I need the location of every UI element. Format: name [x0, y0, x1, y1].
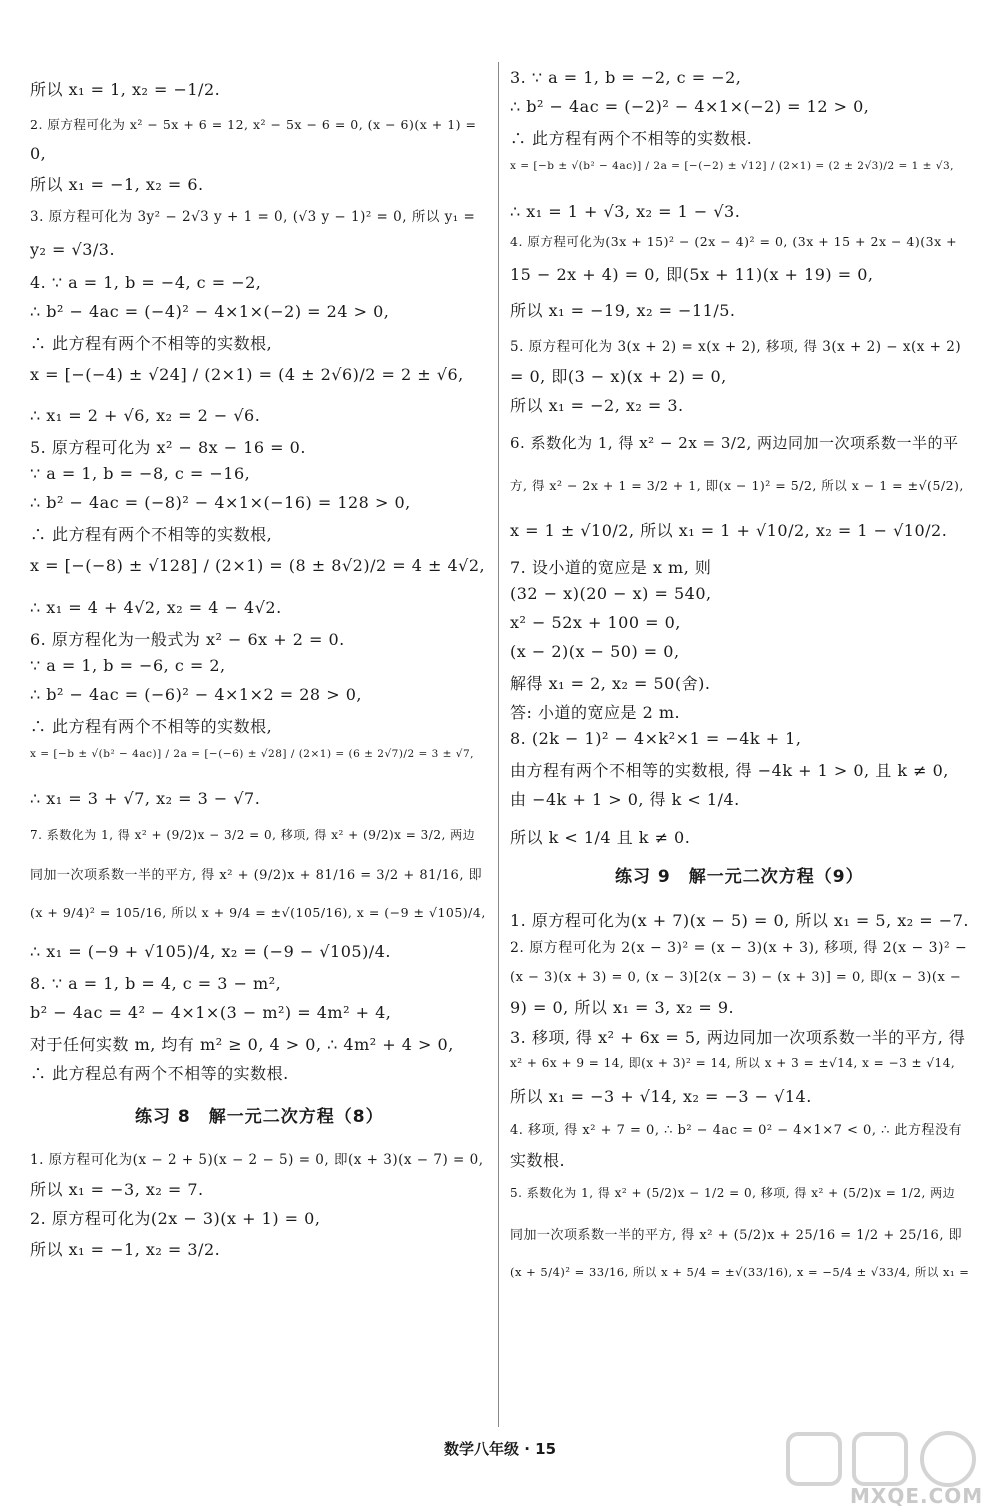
solution-line: 5. 原方程可化为 3(x + 2) = x(x + 2), 移项, 得 3(x + 2) − x(x + 2): [510, 339, 962, 355]
solution-line: 4. 移项, 得 x² + 7 = 0, ∴ b² − 4ac = 0² − 4×1×7 < 0, ∴ 此方程没有: [510, 1123, 962, 1138]
solution-line: 0,: [30, 144, 47, 163]
solution-line: 2. 原方程可化为 x² − 5x + 6 = 12, x² − 5x − 6 = 0, (x − 6)(x + 1) =: [30, 117, 477, 132]
solution-line: 5. 系数化为 1, 得 x² + (5/2)x − 1/2 = 0, 移项, 得 x² + (5/2)x = 1/2, 两边: [510, 1186, 956, 1200]
solution-line: ∴ x₁ = (−9 + √105)/4, x₂ = (−9 − √105)/4.: [30, 942, 391, 961]
solution-line: 由方程有两个不相等的实数根, 得 −4k + 1 > 0, 且 k ≠ 0,: [510, 761, 949, 780]
solution-line: x = [−(−4) ± √24] / (2×1) = (4 ± 2√6)/2 = 2 ± √6,: [30, 365, 464, 384]
solution-line: ∴ b² − 4ac = (−4)² − 4×1×(−2) = 24 > 0,: [30, 302, 390, 321]
section-heading: 练习 8 解一元二次方程（8）: [135, 1107, 384, 1127]
solution-line: ∵ a = 1, b = −8, c = −16,: [30, 464, 251, 483]
solution-line: 6. 系数化为 1, 得 x² − 2x = 3/2, 两边同加一次项系数一半的平: [510, 434, 959, 452]
solution-line: 9) = 0, 所以 x₁ = 3, x₂ = 9.: [510, 998, 735, 1017]
solution-line: x = [−(−8) ± √128] / (2×1) = (8 ± 8√2)/2 = 4 ± 4√2,: [30, 556, 486, 575]
solution-line: 同加一次项系数一半的平方, 得 x² + (5/2)x + 25/16 = 1/2 + 25/16, 即: [510, 1228, 963, 1243]
solution-line: (x + 9/4)² = 105/16, 所以 x + 9/4 = ±√(105/16), x = (−9 ± √105)/4,: [30, 905, 486, 920]
solution-line: ∴ 此方程有两个不相等的实数根,: [30, 334, 273, 353]
solution-line: 由 −4k + 1 > 0, 得 k < 1/4.: [510, 790, 740, 809]
solution-line: ∴ 此方程总有两个不相等的实数根.: [30, 1064, 289, 1083]
solution-line: 1. 原方程可化为(x − 2 + 5)(x − 2 − 5) = 0, 即(x + 3)(x − 7) = 0,: [30, 1152, 484, 1168]
solution-line: 2. 原方程可化为 2(x − 3)² = (x − 3)(x + 3), 移项, 得 2(x − 3)² −: [510, 940, 968, 956]
solution-line: (x − 2)(x − 50) = 0,: [510, 642, 680, 661]
solution-line: 3. ∵ a = 1, b = −2, c = −2,: [510, 68, 742, 87]
solution-line: ∴ b² − 4ac = (−8)² − 4×1×(−16) = 128 > 0,: [30, 493, 411, 512]
solution-line: 4. ∵ a = 1, b = −4, c = −2,: [30, 273, 262, 292]
solution-line: ∴ b² − 4ac = (−6)² − 4×1×2 = 28 > 0,: [30, 685, 362, 704]
section-heading: 练习 9 解一元二次方程（9）: [615, 867, 864, 887]
solution-line: ∴ x₁ = 4 + 4√2, x₂ = 4 − 4√2.: [30, 598, 282, 617]
solution-line: ∴ x₁ = 1 + √3, x₂ = 1 − √3.: [510, 202, 741, 221]
solution-line: ∴ 此方程有两个不相等的实数根.: [510, 129, 753, 148]
watermark-text: MXQE.COM: [850, 1484, 984, 1508]
page-footer: 数学八年级 · 15: [443, 1440, 557, 1458]
solution-line: = 0, 即(3 − x)(x + 2) = 0,: [510, 367, 727, 386]
solution-line: 7. 系数化为 1, 得 x² + (9/2)x − 3/2 = 0, 移项, 得 x² + (9/2)x = 3/2, 两边: [30, 828, 476, 842]
solution-line: 解得 x₁ = 2, x₂ = 50(舍).: [510, 674, 711, 693]
solution-line: 所以 x₁ = −3 + √14, x₂ = −3 − √14.: [510, 1087, 812, 1106]
solution-line: b² − 4ac = 4² − 4×1×(3 − m²) = 4m² + 4,: [30, 1003, 392, 1022]
solution-line: 所以 x₁ = 1, x₂ = −1/2.: [30, 80, 221, 99]
solution-line: 3. 原方程可化为 3y² − 2√3 y + 1 = 0, (√3 y − 1)² = 0, 所以 y₁ =: [30, 209, 476, 225]
solution-line: 8. ∵ a = 1, b = 4, c = 3 − m²,: [30, 974, 282, 993]
solution-line: ∴ x₁ = 3 + √7, x₂ = 3 − √7.: [30, 789, 261, 808]
solution-line: y₂ = √3/3.: [30, 240, 116, 259]
solution-line: x = [−b ± √(b² − 4ac)] / 2a = [−(−2) ± √12] / (2×1) = (2 ± 2√3)/2 = 1 ± √3,: [510, 160, 954, 172]
solution-line: ∴ x₁ = 2 + √6, x₂ = 2 − √6.: [30, 406, 261, 425]
solution-line: 所以 x₁ = −3, x₂ = 7.: [30, 1180, 204, 1199]
solution-line: 答: 小道的宽应是 2 m.: [510, 703, 681, 722]
solution-line: 同加一次项系数一半的平方, 得 x² + (9/2)x + 81/16 = 3/2 + 81/16, 即: [30, 868, 483, 883]
solution-line: 5. 原方程可化为 x² − 8x − 16 = 0.: [30, 438, 306, 457]
solution-line: x² − 52x + 100 = 0,: [510, 613, 681, 632]
solution-line: 15 − 2x + 4) = 0, 即(5x + 11)(x + 19) = 0,: [510, 265, 874, 284]
solution-line: 3. 移项, 得 x² + 6x = 5, 两边同加一次项系数一半的平方, 得: [510, 1028, 966, 1047]
solution-line: 所以 x₁ = −1, x₂ = 3/2.: [30, 1240, 221, 1259]
solution-line: ∵ a = 1, b = −6, c = 2,: [30, 656, 226, 675]
solution-line: ∴ b² − 4ac = (−2)² − 4×1×(−2) = 12 > 0,: [510, 97, 870, 116]
solution-line: (x − 3)(x + 3) = 0, (x − 3)[2(x − 3) − (x + 3)] = 0, 即(x − 3)(x −: [510, 970, 962, 985]
solution-line: x = [−b ± √(b² − 4ac)] / 2a = [−(−6) ± √28] / (2×1) = (6 ± 2√7)/2 = 3 ± √7,: [30, 748, 474, 760]
column-divider: [498, 62, 499, 1427]
solution-line: (32 − x)(20 − x) = 540,: [510, 584, 712, 603]
solution-line: 所以 x₁ = −2, x₂ = 3.: [510, 396, 684, 415]
solution-line: 所以 x₁ = −19, x₂ = −11/5.: [510, 301, 736, 320]
solution-line: x = 1 ± √10/2, 所以 x₁ = 1 + √10/2, x₂ = 1 − √10/2.: [510, 521, 948, 540]
solution-line: 实数根.: [510, 1151, 566, 1170]
solution-line: 1. 原方程可化为(x + 7)(x − 5) = 0, 所以 x₁ = 5, x₂ = −7.: [510, 911, 969, 930]
solution-line: 对于任何实数 m, 均有 m² ≥ 0, 4 > 0, ∴ 4m² + 4 > 0,: [30, 1035, 454, 1054]
solution-line: 6. 原方程化为一般式为 x² − 6x + 2 = 0.: [30, 630, 345, 649]
solution-line: ∴ 此方程有两个不相等的实数根,: [30, 717, 273, 736]
solution-line: 4. 原方程可化为(3x + 15)² − (2x − 4)² = 0, (3x + 15 + 2x − 4)(3x +: [510, 234, 958, 249]
solution-line: x² + 6x + 9 = 14, 即(x + 3)² = 14, 所以 x + 3 = ±√14, x = −3 ± √14,: [510, 1056, 956, 1070]
solution-line: ∴ 此方程有两个不相等的实数根,: [30, 525, 273, 544]
solution-line: 方, 得 x² − 2x + 1 = 3/2 + 1, 即(x − 1)² = 5/2, 所以 x − 1 = ±√(5/2),: [510, 478, 964, 493]
solution-line: 7. 设小道的宽应是 x m, 则: [510, 558, 712, 577]
solution-line: (x + 5/4)² = 33/16, 所以 x + 5/4 = ±√(33/16), x = −5/4 ± √33/4, 所以 x₁ =: [510, 1265, 970, 1279]
solution-line: 8. (2k − 1)² − 4×k²×1 = −4k + 1,: [510, 729, 802, 748]
solution-line: 2. 原方程可化为(2x − 3)(x + 1) = 0,: [30, 1209, 321, 1228]
solution-line: 所以 x₁ = −1, x₂ = 6.: [30, 175, 204, 194]
solution-line: 所以 k < 1/4 且 k ≠ 0.: [510, 828, 691, 847]
